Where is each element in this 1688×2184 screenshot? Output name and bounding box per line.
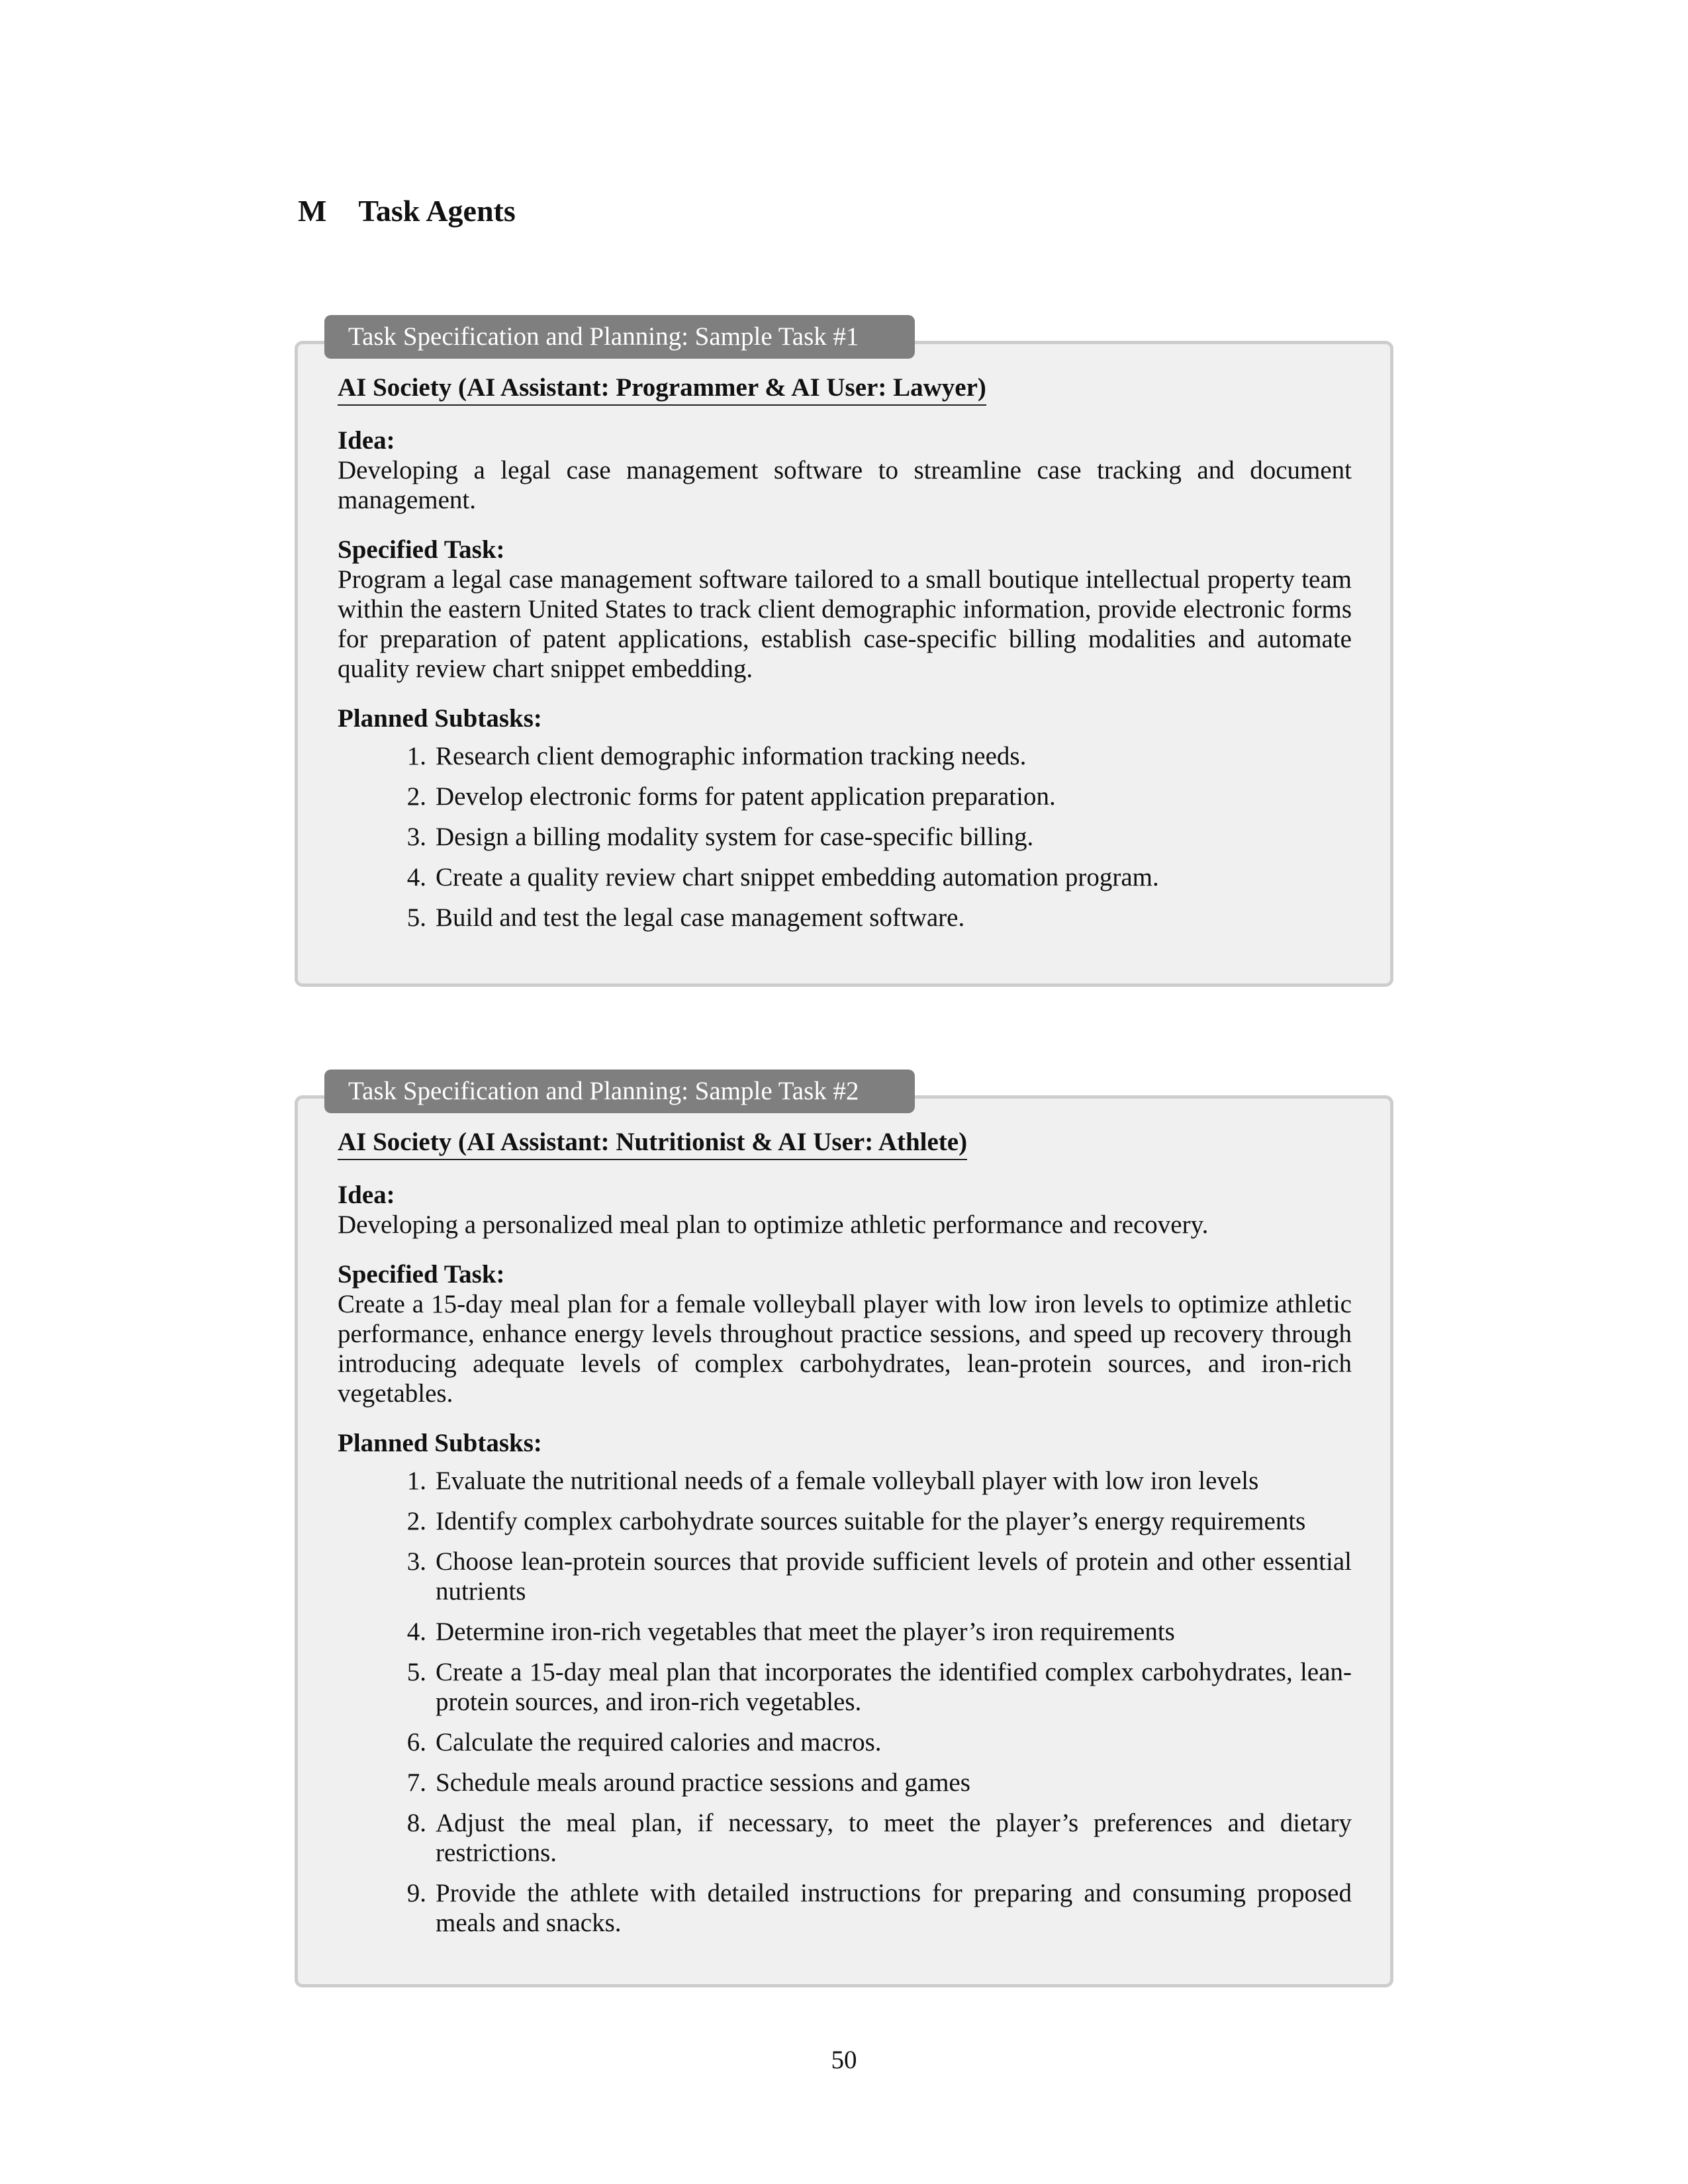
task-tab-2: Task Specification and Planning: Sample Task #2: [324, 1069, 915, 1113]
subtask-number: 9.: [406, 1879, 426, 1907]
task-heading: AI Society (AI Assistant: Programmer & AI User: Lawyer): [338, 373, 986, 406]
subtask-item: [338, 1727, 1352, 1757]
task-heading: AI Society (AI Assistant: Nutritionist & AI User: Athlete): [338, 1128, 967, 1160]
subtask-number: 3.: [406, 823, 426, 851]
task-content-2: [338, 1127, 1352, 1948]
subtask-number: 4.: [406, 1617, 426, 1646]
subtask-number: 1.: [406, 742, 426, 770]
section-title-text: Task Agents: [358, 194, 516, 228]
subtask-item: [338, 822, 1352, 852]
subtask-number: 4.: [406, 863, 426, 891]
subtask-list: [338, 741, 1352, 933]
subtask-number: 6.: [406, 1728, 426, 1756]
subtask-text: Identify complex carbohydrate sources suitable for the player’s energy requirements: [436, 1507, 1306, 1535]
subtask-text: Schedule meals around practice sessions and games: [436, 1768, 970, 1797]
section-letter: M: [298, 194, 327, 228]
subtask-text: Develop electronic forms for patent application preparation.: [436, 782, 1056, 811]
idea-text: Developing a legal case management software to streamline case tracking and document management.: [338, 456, 1352, 514]
task-content-1: [338, 373, 1352, 943]
subtask-text: Create a quality review chart snippet embedding automation program.: [436, 863, 1159, 891]
subtask-text: Choose lean-protein sources that provide sufficient levels of protein and other essential nutrients: [436, 1547, 1352, 1606]
planned-subtasks-label: Planned Subtasks:: [338, 704, 542, 733]
subtask-item: [338, 1617, 1352, 1647]
planned-subtasks-label: Planned Subtasks:: [338, 1429, 542, 1457]
subtask-number: 2.: [406, 782, 426, 811]
specified-task-text: Program a legal case management software tailored to a small boutique intellectual property team within the eastern United States to track client demographic information, provide electronic forms for preparation of patent applications, establish case-specific billing modalities and automate quality review chart snippet embedding.: [338, 565, 1352, 683]
subtask-number: 7.: [406, 1768, 426, 1797]
idea-text: Developing a personalized meal plan to optimize athletic performance and recovery.: [338, 1210, 1209, 1239]
subtask-number: 5.: [406, 903, 426, 932]
subtask-item: [338, 903, 1352, 933]
subtask-item: [338, 782, 1352, 811]
subtask-text: Design a billing modality system for case-specific billing.: [436, 823, 1034, 851]
subtask-number: 8.: [406, 1809, 426, 1837]
subtask-text: Adjust the meal plan, if necessary, to meet the player’s preferences and dietary restrictions.: [436, 1809, 1352, 1867]
subtask-item: [338, 862, 1352, 892]
subtask-number: 1.: [406, 1467, 426, 1495]
subtask-item: [338, 1878, 1352, 1938]
subtask-item: [338, 1808, 1352, 1868]
subtask-text: Evaluate the nutritional needs of a female volleyball player with low iron levels: [436, 1467, 1259, 1495]
subtask-text: Determine iron-rich vegetables that meet the player’s iron requirements: [436, 1617, 1175, 1646]
subtask-text: Provide the athlete with detailed instructions for preparing and consuming proposed meals and snacks.: [436, 1879, 1352, 1937]
subtask-number: 5.: [406, 1658, 426, 1686]
subtask-item: [338, 741, 1352, 771]
subtask-number: 3.: [406, 1547, 426, 1576]
subtask-number: 2.: [406, 1507, 426, 1535]
specified-task-label: Specified Task:: [338, 1260, 505, 1289]
subtask-list: [338, 1466, 1352, 1938]
idea-label: Idea:: [338, 426, 395, 455]
specified-task-text: Create a 15-day meal plan for a female volleyball player with low iron levels to optimize athletic performance, enhance energy levels throughout practice sessions, and speed up recovery through introducing adequate levels of complex carbohydrates, lean-protein sources, and iron-rich vegetables.: [338, 1290, 1352, 1408]
subtask-item: [338, 1657, 1352, 1717]
subtask-item: [338, 1506, 1352, 1536]
task-tab-1: Task Specification and Planning: Sample Task #1: [324, 315, 915, 359]
subtask-item: [338, 1466, 1352, 1496]
subtask-item: [338, 1547, 1352, 1606]
idea-label: Idea:: [338, 1181, 395, 1209]
subtask-text: Build and test the legal case management software.: [436, 903, 965, 932]
subtask-item: [338, 1768, 1352, 1797]
specified-task-label: Specified Task:: [338, 535, 505, 564]
page-number: 50: [831, 2046, 857, 2074]
section-title: [298, 193, 516, 228]
subtask-text: Research client demographic information tracking needs.: [436, 742, 1027, 770]
subtask-text: Calculate the required calories and macros.: [436, 1728, 882, 1756]
subtask-text: Create a 15-day meal plan that incorporates the identified complex carbohydrates, lean-protein sources, and iron-rich vegetables.: [436, 1658, 1352, 1716]
